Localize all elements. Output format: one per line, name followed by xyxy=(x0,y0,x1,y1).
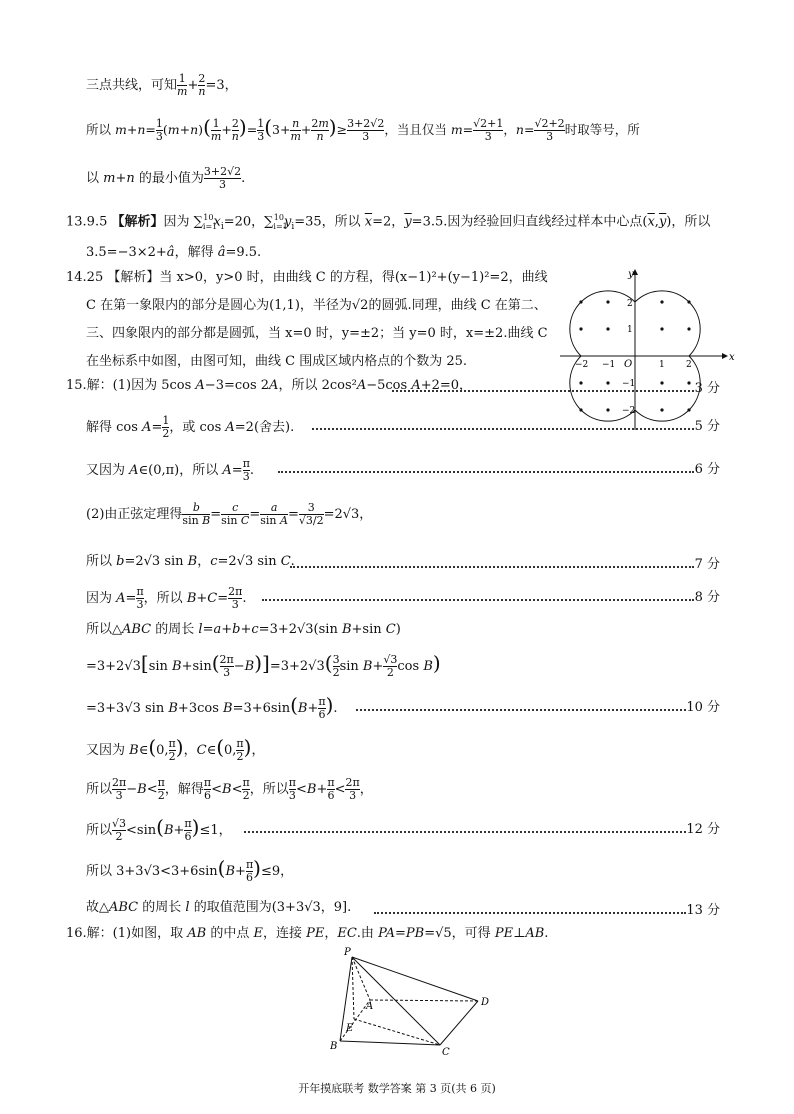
vertex-d: D xyxy=(481,997,490,1008)
lattice-point xyxy=(687,327,690,330)
lattice-point xyxy=(579,300,582,303)
curve-graph xyxy=(555,265,735,435)
pyramid-figure xyxy=(330,945,500,1057)
q15-line10: 又因为 B∈(0, π 2)，C∈(0, π 2)， xyxy=(86,735,265,763)
lattice-point xyxy=(606,408,609,411)
score-5: 5 分 xyxy=(694,419,720,434)
q13-line1: 13.9.5 【解析】因为 $\sum_{i=1}^{10}x_i=20$，$\sum_{i=1}^{10}y_i=35$，所以 $\overline{x}=2$，$\overline{y}=3.5$.因为经验回归直线经过样本中心点$(\overline{x},\overline{y})$，所以 xyxy=(66,213,711,232)
score-3: 3 分 xyxy=(694,381,720,396)
score-10: 10 分 xyxy=(686,700,720,715)
lattice-point xyxy=(687,408,690,411)
q15-line1: 15.解：(1)因为 5cos A−3=cos 2A，所以 2cos²A−5cos A+2=0， xyxy=(66,378,473,393)
q15-line6: 因为 A= π 3，所以 B+C= 2π 3 . xyxy=(86,585,247,611)
lattice-point xyxy=(660,408,663,411)
line-collinear: 三点共线，可知 $\frac{1}{m}+$ $\frac{2}{n}=3$， xyxy=(86,72,238,98)
tick-x-2: 2 xyxy=(686,360,692,370)
vertex-c: C xyxy=(442,1047,450,1057)
tick-x-1: 1 xyxy=(659,360,665,370)
tick-x-neg1: −1 xyxy=(602,360,616,370)
lattice-point xyxy=(660,381,663,384)
vertex-e: E xyxy=(346,1023,354,1034)
origin-label: O xyxy=(624,359,633,370)
tick-y-neg2: −2 xyxy=(622,406,636,416)
page-footer: 开年摸底联考 数学答案 第 3 页(共 6 页) xyxy=(298,1082,496,1095)
lattice-point xyxy=(687,381,690,384)
score-12: 12 分 xyxy=(686,822,720,837)
tick-y-1: 1 xyxy=(627,325,633,335)
tick-x-neg2: −2 xyxy=(575,360,589,370)
q14-line2: C 在第一象限内的部分是圆心为(1,1)，半径为√2的圆弧.同理，曲线 C 在第二、 xyxy=(86,298,547,313)
q15-line3: 又因为 A∈(0,π)，所以 A= π 3. xyxy=(86,457,255,483)
lattice-point xyxy=(579,327,582,330)
q14-line1: 14.25 【解析】当 x>0，y>0 时，由曲线 C 的方程，得(x−1)²+(y−1)²=2，曲线 xyxy=(66,270,548,285)
lattice-point xyxy=(687,300,690,303)
q15-line11: 所以 2π 3 −B< π 2，解得 π 6<B< π 2，所以 π 3<B+ π 6< 2π 3 ， xyxy=(86,776,373,802)
line-amgm: 所以 m+n= 1 3(m+n)( $\frac{1}{m}+$ $\frac{2}{n})=$ 1 3(3+ $\frac{n}{m}+$ $\frac{2m}{n})\ge$ 3+2√2 3 ，当且仅当 m= √2+1 3 ，n= √2+2 3 时取等号，所 xyxy=(86,115,640,143)
q14-line3: 三、四象限内的部分都是圆弧，当 x=0 时，y=±2；当 y=0 时，x=±2.曲线 C xyxy=(86,326,548,341)
y-axis-label: y xyxy=(628,269,634,280)
lattice-point xyxy=(579,381,582,384)
q16-line1: 16.解：(1)如图，取 AB 的中点 E，连接 PE，EC.由 PA=PB=√5，可得 PE⊥AB. xyxy=(66,926,549,941)
q15-line9: =3+3√3 sin B+3cos B=3+6sin(B+ π 6). xyxy=(86,693,338,721)
x-axis-label: x xyxy=(729,352,735,363)
line-min-value: 以 m+n 的最小值为 3+2√2 3 . xyxy=(86,165,246,191)
lattice-point xyxy=(606,327,609,330)
q15-line7: 所以△ABC 的周长 l=a+b+c=3+2√3(sin B+sin C) xyxy=(86,622,401,637)
lattice-point xyxy=(660,327,663,330)
q14-line4: 在坐标系中如图，由图可知，曲线 C 围成区域内格点的个数为 25. xyxy=(86,354,468,369)
tick-y-2: 2 xyxy=(627,299,633,309)
tick-y-neg1: −1 xyxy=(622,379,636,389)
q15-line12: 所以 √3 2 <sin(B+ π 6)≤1， xyxy=(86,815,232,843)
vertex-p: P xyxy=(344,947,351,958)
q13-line2: 3.5=−3×2+â，解得 â=9.5. xyxy=(86,245,262,260)
score-7: 7 分 xyxy=(694,557,720,572)
q15-line2: 解得 cos A= 1 2，或 cos A=2(舍去). xyxy=(86,414,295,440)
lattice-point xyxy=(579,408,582,411)
lattice-point xyxy=(606,381,609,384)
score-8: 8 分 xyxy=(694,590,720,605)
q15-line4: (2)由正弦定理得 b sin B= c sin C= a sin A= 3 √3/2=2√3， xyxy=(86,501,373,527)
score-13: 13 分 xyxy=(686,903,720,918)
q15-line8: =3+2√3[sin B+sin( 2π 3 −B)]=3+2√3( 3 2sin B+ √3 2 cos B) xyxy=(86,651,441,679)
score-6: 6 分 xyxy=(694,462,720,477)
vertex-b: B xyxy=(330,1041,338,1052)
q15-line5: 所以 b=2√3 sin B，c=2√3 sin C. xyxy=(86,554,295,569)
vertex-a: A xyxy=(366,1001,374,1012)
lattice-point xyxy=(660,300,663,303)
q15-line13: 所以 3+3√3<3+6sin(B+ π 6)≤9， xyxy=(86,856,294,884)
q15-line14: 故△ABC 的周长 l 的取值范围为(3+3√3，9]. xyxy=(86,900,352,915)
lattice-point xyxy=(606,300,609,303)
